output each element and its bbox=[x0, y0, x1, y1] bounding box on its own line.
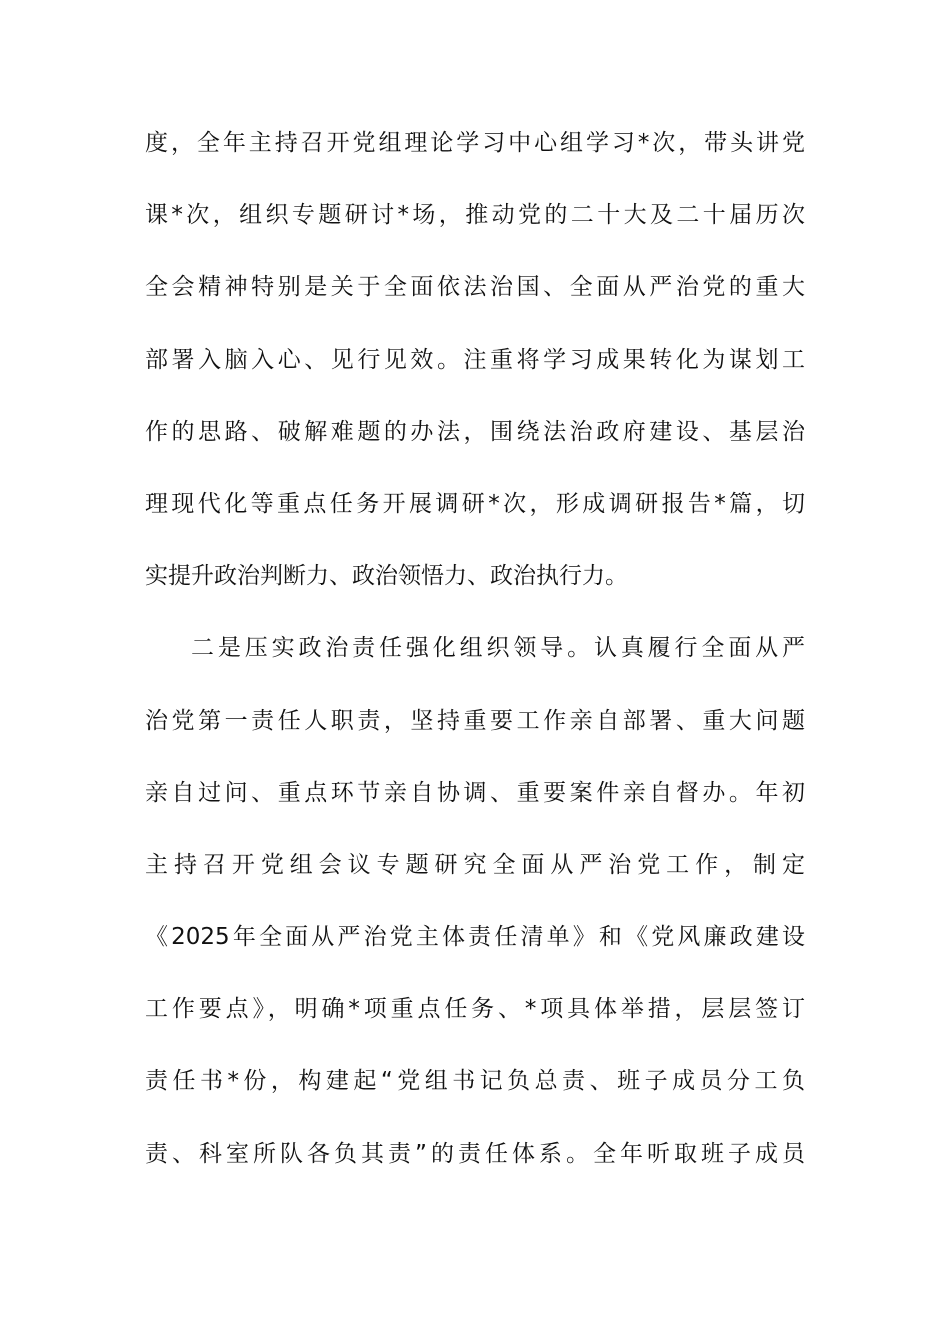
paragraph-heading-line: 二是压实政治责任强化组织领导。认真履行全面从严 bbox=[191, 635, 805, 662]
text-line: 治党第一责任人职责，坚持重要工作亲自部署、重大问题 bbox=[145, 707, 805, 734]
text-line: 作的思路、破解难题的办法，围绕法治政府建设、基层治 bbox=[145, 418, 805, 445]
text-line: 实提升政治判断力、政治领悟力、政治执行力。 bbox=[145, 563, 628, 590]
text-line: 亲自过问、重点环节亲自协调、重要案件亲自督办。年初 bbox=[145, 779, 805, 806]
text-line: 部署入脑入心、见行见效。注重将学习成果转化为谋划工 bbox=[145, 346, 805, 373]
text-line: 度，全年主持召开党组理论学习中心组学习*次，带头讲党 bbox=[145, 130, 805, 156]
text-line: 理现代化等重点任务开展调研*次，形成调研报告*篇，切 bbox=[145, 490, 805, 517]
text-line: 《2025年全面从严治党主体责任清单》和《党风廉政建设 bbox=[145, 924, 805, 951]
text-line: 全会精神特别是关于全面依法治国、全面从严治党的重大 bbox=[145, 274, 805, 301]
text-line: 责任书*份，构建起“党组书记负总责、班子成员分工负 bbox=[145, 1068, 805, 1095]
text-line: 课*次，组织专题研讨*场，推动党的二十大及二十届历次 bbox=[145, 202, 805, 229]
text-line: 责、科室所队各负其责”的责任体系。全年听取班子成员 bbox=[145, 1140, 805, 1167]
text-line: 工作要点》，明确*项重点任务、*项具体举措，层层签订 bbox=[145, 996, 805, 1023]
document-page bbox=[145, 126, 805, 1209]
text-line: 主持召开党组会议专题研究全面从严治党工作，制定 bbox=[145, 851, 805, 878]
